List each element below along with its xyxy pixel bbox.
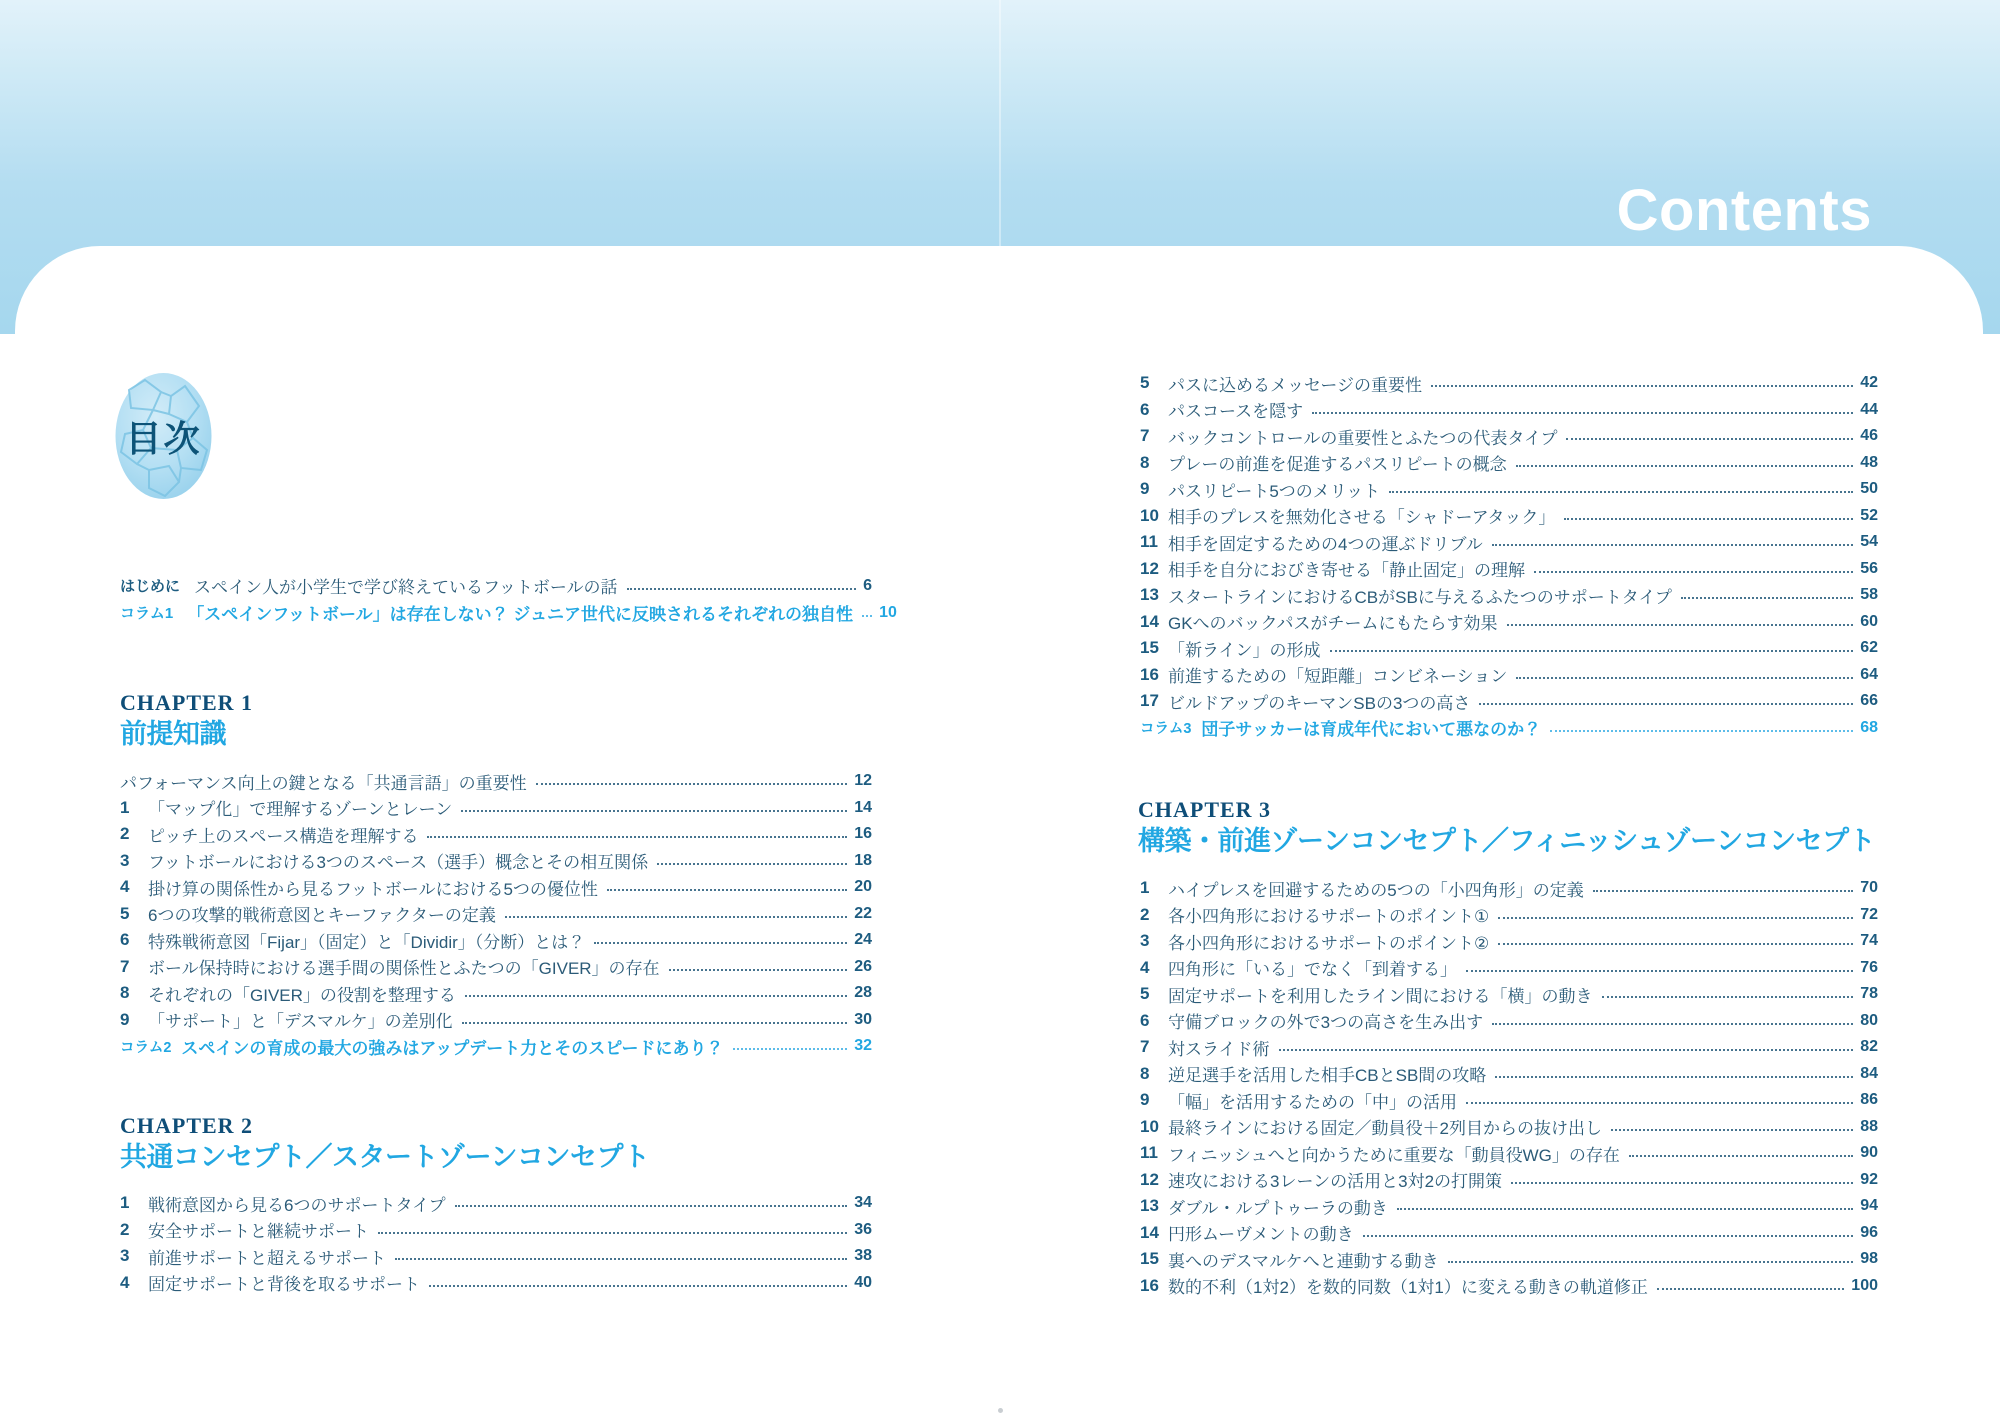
- page-number: 20: [854, 878, 872, 896]
- dot-leader: [1492, 1023, 1853, 1025]
- item-title: 四角形に「いる」でなく「到着する」: [1168, 960, 1457, 980]
- dot-leader: [1550, 730, 1853, 732]
- chapter-1-items: [120, 768, 872, 1060]
- page-number: 96: [1860, 1223, 1878, 1241]
- item-title: プレーの前進を促進するパスリピートの概念: [1168, 455, 1507, 475]
- toc-item-row: [1140, 1008, 1878, 1035]
- item-number: 7: [1140, 1037, 1150, 1057]
- toc-item-row: [120, 1243, 872, 1270]
- dot-leader: [1507, 624, 1854, 626]
- dot-leader: [1681, 597, 1853, 599]
- item-title: ピッチ上のスペース構造を理解する: [148, 826, 419, 846]
- chapter-2-continued-items: [1140, 370, 1878, 741]
- dot-leader: [1657, 1288, 1844, 1290]
- toc-item-row: [120, 821, 872, 848]
- dot-leader: [429, 1285, 847, 1287]
- toc-item-row: [1140, 981, 1878, 1008]
- item-label: はじめに: [120, 578, 181, 595]
- chapter-3-items: [1140, 875, 1878, 1299]
- item-title: 相手を固定するための4つの運ぶドリブル: [1168, 534, 1483, 554]
- item-title: 相手を自分におびき寄せる「静止固定」の理解: [1168, 561, 1525, 581]
- toc-item-row: [120, 954, 872, 981]
- item-title: パスに込めるメッセージの重要性: [1168, 375, 1422, 395]
- item-title: バックコントロールの重要性とふたつの代表タイプ: [1168, 428, 1558, 448]
- dot-leader: [1397, 1208, 1853, 1210]
- item-number: 4: [1140, 957, 1150, 977]
- page-number: 82: [1860, 1038, 1878, 1056]
- chapter-2-heading: [120, 1113, 649, 1172]
- page-number: 22: [854, 904, 872, 922]
- item-title: 「スペインフットボール」は存在しない？ ジュニア世代に反映されるそれぞれの独自性: [187, 605, 854, 624]
- dot-leader: [1516, 677, 1853, 679]
- item-number: 4: [120, 877, 130, 897]
- toc-item-row: [1140, 1167, 1878, 1194]
- chapter-label: CHAPTER 1: [120, 690, 254, 715]
- dot-leader: [1448, 1261, 1854, 1263]
- dot-leader: [669, 969, 848, 971]
- page-number: 94: [1860, 1197, 1878, 1215]
- item-number: 5: [1140, 984, 1150, 1004]
- item-number: 6: [1140, 399, 1150, 419]
- page-number: 24: [854, 931, 872, 949]
- dot-leader: [1492, 544, 1853, 546]
- item-title: 速攻における3レーンの活用と3対2の打開策: [1168, 1172, 1503, 1192]
- toc-item-row: [1140, 928, 1878, 955]
- toc-item-row: [1140, 1193, 1878, 1220]
- toc-item-row: [120, 1190, 872, 1217]
- item-number: 10: [1140, 1116, 1159, 1136]
- toc-item-row: [1140, 476, 1878, 503]
- item-title: 「サポート」と「デスマルケ」の差別化: [148, 1012, 453, 1032]
- page-gutter-seam: [999, 0, 1001, 246]
- toc-ball-badge: [115, 372, 212, 500]
- page-number: 6: [863, 576, 872, 594]
- page-number: 52: [1860, 506, 1878, 524]
- item-number: 7: [120, 956, 130, 976]
- item-number: 13: [1140, 585, 1159, 605]
- page-number: 58: [1860, 586, 1878, 604]
- toc-item-row: [1140, 1140, 1878, 1167]
- toc-item-row: [120, 1270, 872, 1297]
- page-number: 98: [1860, 1250, 1878, 1268]
- item-number: 9: [1140, 479, 1150, 499]
- item-title: 掛け算の関係性から見るフットボールにおける5つの優位性: [148, 879, 598, 899]
- dot-leader: [462, 1022, 848, 1024]
- page-number: 30: [854, 1010, 872, 1028]
- dot-leader: [395, 1258, 847, 1260]
- toc-item-row: [1140, 609, 1878, 636]
- item-number: 15: [1140, 638, 1159, 658]
- page-number: 40: [854, 1273, 872, 1291]
- item-number: 7: [1140, 426, 1150, 446]
- dot-leader: [607, 889, 847, 891]
- item-title: 6つの攻撃的戦術意図とキーファクターの定義: [148, 906, 496, 926]
- dot-leader: [627, 588, 857, 590]
- dot-leader: [1312, 412, 1853, 414]
- toc-column-row: [1140, 715, 1878, 742]
- toc-item-row: [1140, 635, 1878, 662]
- page-number: 50: [1860, 480, 1878, 498]
- item-label: コラム1: [120, 605, 174, 622]
- page-number: 88: [1860, 1117, 1878, 1135]
- page-number: 42: [1860, 374, 1878, 392]
- toc-item-row: [120, 980, 872, 1007]
- dot-leader: [1479, 703, 1853, 705]
- item-title: 逆足選手を活用した相手CBとSB間の攻略: [1168, 1066, 1487, 1086]
- toc-item-row: [1140, 662, 1878, 689]
- page-number: 84: [1860, 1064, 1878, 1082]
- page-number: 32: [854, 1037, 872, 1055]
- dot-leader: [1602, 996, 1854, 998]
- toc-item-row: [120, 927, 872, 954]
- page-number: 70: [1860, 879, 1878, 897]
- item-number: 6: [1140, 1010, 1150, 1030]
- toc-item-row: [1140, 556, 1878, 583]
- item-number: 16: [1140, 1275, 1159, 1295]
- page-number: 74: [1860, 932, 1878, 950]
- dot-leader: [1498, 943, 1853, 945]
- item-title: 前進サポートと超えるサポート: [148, 1248, 386, 1268]
- item-title: ボール保持時における選手間の関係性とふたつの「GIVER」の存在: [148, 959, 660, 979]
- item-title: ダブル・ルプトゥーラの動き: [1168, 1198, 1388, 1218]
- dot-leader: [461, 810, 847, 812]
- item-title: 特殊戦術意図「Fijar」（固定）と「Dividir」（分断）とは？: [148, 932, 586, 952]
- toc-item-row: [1140, 1061, 1878, 1088]
- item-number: 11: [1140, 1143, 1158, 1163]
- dot-leader: [1534, 571, 1853, 573]
- toc-item-row: [1140, 1087, 1878, 1114]
- dot-leader: [1389, 491, 1853, 493]
- page-number: 44: [1860, 400, 1878, 418]
- toc-item-row: [1140, 1246, 1878, 1273]
- chapter-title: 前提知識: [120, 719, 226, 749]
- item-title: 最終ラインにおける固定／動員役＋2列目からの抜け出し: [1168, 1119, 1602, 1139]
- dot-leader: [1593, 890, 1853, 892]
- toc-item-row: [1140, 1114, 1878, 1141]
- toc-item-row: [120, 1217, 872, 1244]
- item-number: 8: [1140, 452, 1150, 472]
- dot-leader: [1279, 1049, 1854, 1051]
- page-number: 62: [1860, 639, 1878, 657]
- page-number: 76: [1860, 958, 1878, 976]
- dot-leader: [1330, 650, 1854, 652]
- item-title: 「新ライン」の形成: [1168, 640, 1321, 660]
- toc-item-row: [1140, 450, 1878, 477]
- dot-leader: [536, 783, 848, 785]
- page-number: 78: [1860, 985, 1878, 1003]
- chapter-label: CHAPTER 2: [120, 1113, 254, 1138]
- dot-leader: [1516, 465, 1854, 467]
- item-title: 戦術意図から見る6つのサポートタイプ: [148, 1195, 446, 1215]
- toc-item-row: [120, 901, 872, 928]
- page-number: 28: [854, 984, 872, 1002]
- item-number: 2: [1140, 904, 1150, 924]
- page-number: 12: [854, 772, 872, 790]
- toc-item-row: [120, 768, 872, 795]
- item-title: 各小四角形におけるサポートのポイント①: [1168, 907, 1490, 927]
- page-number: 72: [1860, 905, 1878, 923]
- page-number: 36: [854, 1220, 872, 1238]
- item-title: フットボールにおける3つのスペース（選手）概念とその相互関係: [148, 853, 649, 873]
- dot-leader: [1498, 917, 1853, 919]
- item-number: 17: [1140, 691, 1159, 711]
- item-title: ハイプレスを回避するための5つの「小四角形」の定義: [1168, 880, 1584, 900]
- page-number: 46: [1860, 427, 1878, 445]
- chapter-3-heading: [1138, 797, 1875, 856]
- page-number: 90: [1860, 1144, 1878, 1162]
- toc-item-row: [120, 848, 872, 875]
- dot-leader: [657, 863, 847, 865]
- dot-leader: [1564, 518, 1853, 520]
- item-number: 2: [120, 824, 130, 844]
- item-title: スペインの育成の最大の強みはアップデート力とそのスピードにあり？: [181, 1038, 724, 1058]
- dot-leader: [455, 1205, 848, 1207]
- dot-leader: [862, 615, 872, 617]
- item-number: 1: [120, 1193, 130, 1213]
- toc-item-row: [1140, 955, 1878, 982]
- toc-item-row: [1140, 529, 1878, 556]
- item-title: 安全サポートと継続サポート: [148, 1222, 369, 1242]
- contents-title: Contents: [1616, 178, 1872, 243]
- item-title: GKへのバックパスがチームにもたらす効果: [1168, 614, 1498, 634]
- item-number: 15: [1140, 1249, 1159, 1269]
- item-title: フィニッシュへと向かうために重要な「動員役WG」の存在: [1168, 1145, 1620, 1165]
- item-title: ビルドアップのキーマンSBの3つの高さ: [1168, 693, 1471, 713]
- toc-item-row: [1140, 397, 1878, 424]
- item-title: 相手のプレスを無効化させる「シャドーアタック」: [1168, 508, 1556, 528]
- front-matter-list: [120, 572, 897, 626]
- item-number: 6: [120, 930, 130, 950]
- page-number: 38: [854, 1247, 872, 1265]
- item-title: 守備ブロックの外で3つの高さを生み出す: [1168, 1013, 1484, 1033]
- toc-item-row: [1140, 875, 1878, 902]
- item-title: スタートラインにおけるCBがSBに与えるふたつのサポートタイプ: [1168, 587, 1672, 607]
- item-title: パスリピート5つのメリット: [1168, 481, 1381, 501]
- chapter-2-items: [120, 1190, 872, 1296]
- page-number: 68: [1860, 718, 1878, 736]
- dot-leader: [733, 1048, 848, 1050]
- page-number: 34: [854, 1194, 872, 1212]
- item-number: 9: [1140, 1090, 1150, 1110]
- item-title: 各小四角形におけるサポートのポイント②: [1168, 933, 1490, 953]
- item-number: 3: [120, 1246, 130, 1266]
- dot-leader: [1629, 1155, 1853, 1157]
- item-title: 対スライド術: [1168, 1039, 1270, 1059]
- item-number: 1: [120, 797, 130, 817]
- page-number: 80: [1860, 1011, 1878, 1029]
- page-number: 14: [854, 798, 872, 816]
- page-number: 16: [854, 825, 872, 843]
- item-number: 5: [120, 903, 130, 923]
- page-number: 64: [1860, 665, 1878, 683]
- toc-column-row: [120, 1033, 872, 1060]
- dot-leader: [1466, 1102, 1853, 1104]
- toc-item-row: [1140, 1034, 1878, 1061]
- item-title: 固定サポートと背後を取るサポート: [148, 1275, 420, 1295]
- page-number: 56: [1860, 559, 1878, 577]
- item-number: 14: [1140, 611, 1159, 631]
- toc-badge-label: 目次: [125, 417, 202, 459]
- toc-item-row: [1140, 688, 1878, 715]
- toc-item-row: [120, 795, 872, 822]
- item-number: 4: [120, 1272, 130, 1292]
- chapter-title: 構築・前進ゾーンコンセプト／フィニッシュゾーンコンセプト: [1138, 826, 1876, 856]
- dot-leader: [594, 942, 847, 944]
- item-title: 「幅」を活用するための「中」の活用: [1168, 1092, 1457, 1112]
- dot-leader: [465, 995, 847, 997]
- gutter-mark: [998, 1408, 1003, 1413]
- dot-leader: [427, 836, 847, 838]
- toc-item-row: [1140, 1220, 1878, 1247]
- item-number: 3: [1140, 931, 1150, 951]
- page-number: 100: [1851, 1276, 1878, 1294]
- dot-leader: [1566, 438, 1853, 440]
- item-title: 団子サッカーは育成年代において悪なのか？: [1201, 720, 1542, 740]
- dot-leader: [378, 1232, 847, 1234]
- dot-leader: [505, 916, 847, 918]
- item-number: 8: [120, 983, 130, 1003]
- chapter-1-heading: [120, 690, 253, 749]
- toc-item-row: [1140, 423, 1878, 450]
- page-number: 86: [1860, 1091, 1878, 1109]
- toc-item-row: [1140, 902, 1878, 929]
- item-title: 「マップ化」で理解するゾーンとレーン: [148, 800, 453, 820]
- toc-item-row: [1140, 1273, 1878, 1300]
- item-number: 2: [120, 1219, 130, 1239]
- dot-leader: [1363, 1235, 1854, 1237]
- toc-item-row: [120, 874, 872, 901]
- item-number: 14: [1140, 1222, 1159, 1242]
- item-number: コラム3: [1140, 721, 1192, 738]
- page-number: 48: [1860, 453, 1878, 471]
- item-number: 9: [120, 1009, 130, 1029]
- item-number: 16: [1140, 664, 1159, 684]
- chapter-title: 共通コンセプト／スタートゾーンコンセプト: [120, 1142, 650, 1172]
- item-number: 13: [1140, 1196, 1159, 1216]
- item-title: パフォーマンス向上の鍵となる「共通言語」の重要性: [120, 773, 527, 793]
- page-number: 60: [1860, 612, 1878, 630]
- item-title: スペイン人が小学生で学び終えているフットボールの話: [194, 578, 618, 597]
- toc-item-row: [120, 572, 872, 599]
- toc-item-row: [1140, 503, 1878, 530]
- item-number: 1: [1140, 878, 1150, 898]
- item-number: 3: [120, 850, 130, 870]
- dot-leader: [1431, 385, 1853, 387]
- page-number: 26: [854, 957, 872, 975]
- dot-leader: [1466, 970, 1853, 972]
- page-number: 18: [854, 851, 872, 869]
- page-number: 66: [1860, 692, 1878, 710]
- item-title: 円形ムーヴメントの動き: [1168, 1225, 1354, 1245]
- dot-leader: [1511, 1182, 1853, 1184]
- page-number: 10: [879, 603, 897, 621]
- item-number: 11: [1140, 532, 1158, 552]
- item-number: 12: [1140, 1169, 1159, 1189]
- item-title: 裏へのデスマルケへと連動する動き: [1168, 1251, 1439, 1271]
- toc-column-row: [120, 599, 897, 626]
- dot-leader: [1495, 1076, 1853, 1078]
- toc-item-row: [1140, 582, 1878, 609]
- item-title: 固定サポートを利用したライン間における「横」の動き: [1168, 986, 1593, 1006]
- toc-item-row: [1140, 370, 1878, 397]
- item-title: パスコースを隠す: [1168, 402, 1304, 422]
- page-number: 54: [1860, 533, 1878, 551]
- chapter-label: CHAPTER 3: [1138, 797, 1272, 822]
- item-title: 数的不利（1対2）を数的同数（1対1）に変える動きの軌道修正: [1168, 1278, 1648, 1298]
- item-number: 8: [1140, 1063, 1150, 1083]
- toc-item-row: [120, 1007, 872, 1034]
- page-number: 92: [1860, 1170, 1878, 1188]
- item-number: 12: [1140, 558, 1159, 578]
- item-title: 前進するための「短距離」コンビネーション: [1168, 667, 1508, 687]
- dot-leader: [1611, 1129, 1853, 1131]
- item-number: 5: [1140, 373, 1150, 393]
- item-number: コラム2: [120, 1039, 172, 1056]
- item-number: 10: [1140, 505, 1159, 525]
- item-title: それぞれの「GIVER」の役割を整理する: [148, 985, 456, 1005]
